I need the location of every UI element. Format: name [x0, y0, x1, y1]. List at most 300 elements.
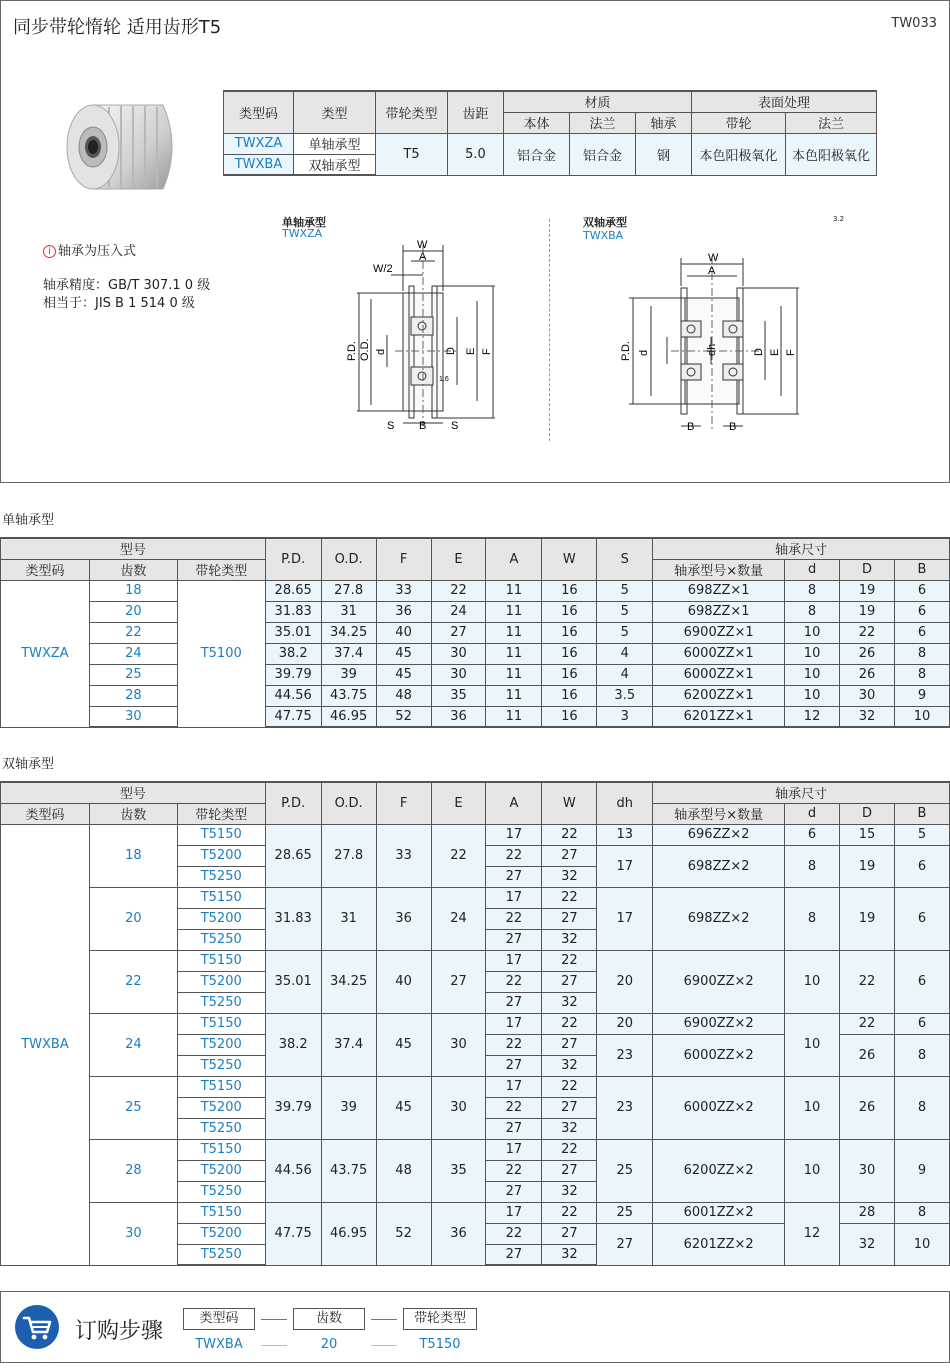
dim-d-small: d — [375, 348, 387, 355]
e-cell: 36 — [431, 1202, 486, 1265]
d-cell: 10 — [785, 643, 840, 664]
header-bearing-model: 轴承型号×数量 — [653, 803, 785, 824]
table-row — [1, 824, 950, 845]
w-cell: 32 — [542, 992, 597, 1013]
bearing-d-cell: 10 — [785, 950, 840, 1013]
header-a: A — [486, 538, 542, 580]
teeth-cell: 18 — [89, 580, 177, 601]
dh-cell: 17 — [597, 845, 653, 887]
body-material: 铝合金 — [504, 133, 570, 175]
single-section-title: 单轴承型 — [2, 513, 55, 528]
accuracy-text: 轴承精度：GB/T 307.1 0 级 — [43, 278, 211, 293]
f-cell: 52 — [376, 706, 431, 727]
order-title: 订购步骤 — [75, 1319, 164, 1344]
d-cell: 10 — [785, 664, 840, 685]
pd-cell: 47.75 — [265, 706, 321, 727]
w-cell: 27 — [542, 971, 597, 992]
e-cell: 35 — [431, 685, 486, 706]
wheel-type-cell: T5250 — [177, 1244, 265, 1265]
dim-pd-double: P.D. — [620, 341, 632, 361]
s-cell: 3 — [597, 706, 653, 727]
teeth-cell: 24 — [89, 643, 177, 664]
od-cell: 46.95 — [321, 1202, 376, 1265]
step-code-value: TWXBA — [195, 1337, 243, 1352]
press-fit-note — [43, 243, 136, 261]
wheel-type-cell: T5250 — [177, 1055, 265, 1076]
e-cell: 27 — [431, 622, 486, 643]
step-code-box: 类型码 — [183, 1308, 255, 1330]
a-cell: 17 — [486, 1076, 542, 1097]
dim-w-double: W — [708, 252, 719, 264]
bearing-material: 钢 — [636, 133, 692, 175]
header-s: S — [597, 538, 653, 580]
teeth-cell: 28 — [89, 685, 177, 706]
w-cell: 27 — [542, 845, 597, 866]
w-cell: 16 — [542, 643, 597, 664]
w-cell: 27 — [542, 908, 597, 929]
bearing-spec — [43, 277, 210, 313]
bearing-d-cell: 6 — [785, 824, 840, 845]
pd-cell: 35.01 — [265, 622, 321, 643]
od-cell: 37.4 — [321, 1013, 376, 1076]
wheel-type-cell: T5200 — [177, 908, 265, 929]
header-bearing-size: 轴承尺寸 — [653, 782, 950, 803]
od-cell: 46.95 — [321, 706, 376, 727]
pd-cell: 31.83 — [265, 887, 321, 950]
type-code-cell: TWXBA — [1, 824, 90, 1265]
bearing-D-cell: 22 — [840, 1013, 895, 1034]
bearing-B-cell: 6 — [894, 887, 949, 950]
w-cell: 22 — [542, 1139, 597, 1160]
dim-a-double: A — [708, 265, 716, 277]
a-cell: 17 — [486, 950, 542, 971]
surface-flange: 本色阳极氧化 — [786, 133, 877, 175]
bearing-model-cell: 698ZZ×2 — [653, 845, 785, 887]
pulley-image — [63, 99, 185, 195]
header-surface: 表面处理 — [692, 91, 877, 112]
pd-cell: 47.75 — [265, 1202, 321, 1265]
w-cell: 22 — [542, 1076, 597, 1097]
header-w: W — [542, 782, 597, 824]
product-panel — [0, 0, 950, 483]
e-cell: 27 — [431, 950, 486, 1013]
header-dh: dh — [597, 782, 653, 824]
bearing-d-cell: 10 — [785, 1139, 840, 1202]
dim-w2: W/2 — [373, 263, 393, 275]
dim-e: E — [465, 347, 477, 355]
wheel-type-cell: T5200 — [177, 1160, 265, 1181]
teeth-cell: 20 — [89, 601, 177, 622]
D-cell: 26 — [840, 643, 895, 664]
bearing-model-cell: 6200ZZ×2 — [653, 1139, 785, 1202]
surface-wheel: 本色阳极氧化 — [692, 133, 786, 175]
table-row — [1, 685, 950, 706]
e-cell: 24 — [431, 601, 486, 622]
bearing-D-cell: 22 — [840, 950, 895, 1013]
bearing-model-cell: 6201ZZ×2 — [653, 1223, 785, 1265]
table-row — [1, 950, 950, 971]
w-cell: 32 — [542, 929, 597, 950]
step-teeth-box: 齿数 — [293, 1308, 365, 1330]
bearing-d-cell: 8 — [785, 845, 840, 887]
wheel-type-cell: T5250 — [177, 992, 265, 1013]
dim-d-big: D — [445, 347, 457, 355]
header-type: 类型 — [294, 91, 376, 133]
s-cell: 4 — [597, 664, 653, 685]
pitch-value: 5.0 — [448, 133, 504, 175]
dim-b-left: B — [687, 421, 695, 433]
a-cell: 11 — [486, 664, 542, 685]
step-value-connector — [371, 1345, 397, 1346]
w-cell: 16 — [542, 580, 597, 601]
e-cell: 35 — [431, 1139, 486, 1202]
d-cell: 8 — [785, 601, 840, 622]
a-cell: 11 — [486, 622, 542, 643]
w-cell: 16 — [542, 706, 597, 727]
header-od: O.D. — [321, 538, 376, 580]
bearing-D-cell: 26 — [840, 1076, 895, 1139]
od-cell: 39 — [321, 1076, 376, 1139]
dim-b: B — [419, 420, 427, 432]
type-single: 单轴承型 — [294, 133, 376, 154]
s-cell: 5 — [597, 622, 653, 643]
a-cell: 11 — [486, 643, 542, 664]
w-cell: 16 — [542, 601, 597, 622]
a-cell: 27 — [486, 1118, 542, 1139]
wheel-type-cell: T5250 — [177, 929, 265, 950]
a-cell: 27 — [486, 929, 542, 950]
w-cell: 27 — [542, 1223, 597, 1244]
pd-cell: 35.01 — [265, 950, 321, 1013]
f-cell: 33 — [376, 824, 431, 887]
header-teeth: 齿数 — [89, 559, 177, 580]
teeth-cell: 30 — [89, 1202, 177, 1265]
B-cell: 8 — [894, 664, 949, 685]
header-model: 型号 — [1, 782, 266, 803]
f-cell: 45 — [376, 643, 431, 664]
bearing-model-cell: 6001ZZ×2 — [653, 1202, 785, 1223]
table-row — [1, 622, 950, 643]
bm-cell: 698ZZ×1 — [653, 601, 785, 622]
a-cell: 11 — [486, 685, 542, 706]
header-bearing-d: d — [785, 559, 840, 580]
dim-f-double: F — [785, 349, 797, 356]
header-code: 类型码 — [224, 91, 294, 133]
od-cell: 27.8 — [321, 580, 376, 601]
dh-cell: 13 — [597, 824, 653, 845]
header-w: W — [542, 538, 597, 580]
B-cell: 6 — [894, 622, 949, 643]
bearing-d-cell: 8 — [785, 887, 840, 950]
double-spec-table — [0, 781, 950, 1266]
e-cell: 30 — [431, 1076, 486, 1139]
D-cell: 30 — [840, 685, 895, 706]
bm-cell: 6201ZZ×1 — [653, 706, 785, 727]
header-bearing-d: d — [785, 803, 840, 824]
od-cell: 31 — [321, 601, 376, 622]
w-cell: 22 — [542, 950, 597, 971]
table-row — [1, 706, 950, 727]
a-cell: 22 — [486, 1223, 542, 1244]
header-model: 型号 — [1, 538, 266, 559]
pd-cell: 28.65 — [265, 824, 321, 887]
table-row — [1, 664, 950, 685]
a-cell: 27 — [486, 1055, 542, 1076]
header-bearing-D: D — [840, 803, 895, 824]
header-wheel: 带轮类型 — [376, 91, 448, 133]
B-cell: 6 — [894, 601, 949, 622]
bearing-D-cell: 19 — [840, 845, 895, 887]
pd-cell: 38.2 — [265, 1013, 321, 1076]
dim-e-double: E — [769, 348, 781, 356]
pd-cell: 38.2 — [265, 643, 321, 664]
od-cell: 27.8 — [321, 824, 376, 887]
double-section-title: 双轴承型 — [2, 757, 55, 772]
drawing-divider — [549, 219, 550, 441]
e-cell: 22 — [431, 824, 486, 887]
f-cell: 48 — [376, 1139, 431, 1202]
f-cell: 36 — [376, 887, 431, 950]
dh-cell: 23 — [597, 1076, 653, 1139]
dim-od: O.D. — [359, 338, 371, 361]
w-cell: 32 — [542, 1244, 597, 1265]
dim-dh: dh — [706, 343, 718, 356]
w-cell: 22 — [542, 1013, 597, 1034]
w-cell: 22 — [542, 887, 597, 908]
type-double: 双轴承型 — [294, 154, 376, 175]
wheel-type-cell: T5150 — [177, 887, 265, 908]
bearing-D-cell: 19 — [840, 887, 895, 950]
bearing-model-cell: 6000ZZ×2 — [653, 1076, 785, 1139]
header-e: E — [431, 782, 486, 824]
bm-cell: 6000ZZ×1 — [653, 643, 785, 664]
header-flange: 法兰 — [570, 112, 636, 133]
dim-d-big-double: D — [753, 348, 765, 356]
a-cell: 22 — [486, 1034, 542, 1055]
teeth-cell: 22 — [89, 950, 177, 1013]
step-teeth-value: 20 — [320, 1337, 338, 1352]
header-material: 材质 — [504, 91, 692, 112]
wheel-type-cell: T5250 — [177, 1181, 265, 1202]
od-cell: 43.75 — [321, 1139, 376, 1202]
step-value-connector — [261, 1345, 287, 1346]
bm-cell: 6000ZZ×1 — [653, 664, 785, 685]
bearing-model-cell: 6900ZZ×2 — [653, 950, 785, 1013]
type-code-cell: TWXZA — [1, 580, 90, 727]
order-steps-panel — [0, 1291, 950, 1363]
code-twxba: TWXBA — [224, 154, 294, 175]
header-bearing-D: D — [840, 559, 895, 580]
dim-s-right: S — [451, 420, 459, 432]
wheel-type-cell: T5150 — [177, 1139, 265, 1160]
code-twxza: TWXZA — [224, 133, 294, 154]
header-teeth: 齿数 — [89, 803, 177, 824]
wheel-type-cell: T5200 — [177, 971, 265, 992]
header-f: F — [376, 782, 431, 824]
a-cell: 27 — [486, 1244, 542, 1265]
dim-f: F — [481, 348, 493, 355]
od-cell: 31 — [321, 887, 376, 950]
header-od: O.D. — [321, 782, 376, 824]
drawing-single-title: 单轴承型 — [282, 216, 326, 229]
od-cell: 43.75 — [321, 685, 376, 706]
bearing-D-cell: 15 — [840, 824, 895, 845]
w-cell: 32 — [542, 866, 597, 887]
s-cell: 5 — [597, 580, 653, 601]
f-cell: 36 — [376, 601, 431, 622]
table-row — [1, 887, 950, 908]
a-cell: 17 — [486, 1013, 542, 1034]
bearing-d-cell: 10 — [785, 1076, 840, 1139]
s-cell: 4 — [597, 643, 653, 664]
a-cell: 11 — [486, 580, 542, 601]
header-body: 本体 — [504, 112, 570, 133]
f-cell: 40 — [376, 622, 431, 643]
wheel-type-cell: T5100 — [177, 580, 265, 727]
teeth-cell: 25 — [89, 664, 177, 685]
header-pd: P.D. — [265, 782, 321, 824]
bearing-B-cell: 8 — [894, 1076, 949, 1139]
w-cell: 22 — [542, 824, 597, 845]
header-pitch: 齿距 — [448, 91, 504, 133]
wheel-type-cell: T5150 — [177, 1202, 265, 1223]
B-cell: 9 — [894, 685, 949, 706]
pd-cell: 28.65 — [265, 580, 321, 601]
flange-material: 铝合金 — [570, 133, 636, 175]
e-cell: 30 — [431, 664, 486, 685]
w-cell: 32 — [542, 1118, 597, 1139]
dim-b-right: B — [729, 421, 737, 433]
w-cell: 27 — [542, 1160, 597, 1181]
s-cell: 5 — [597, 601, 653, 622]
table-row — [1, 1202, 950, 1223]
dh-cell: 20 — [597, 950, 653, 1013]
a-cell: 27 — [486, 992, 542, 1013]
a-cell: 17 — [486, 1139, 542, 1160]
bearing-model-cell: 696ZZ×2 — [653, 824, 785, 845]
single-spec-table — [0, 537, 950, 728]
double-bearing-drawing — [611, 246, 811, 436]
single-bearing-drawing — [331, 231, 511, 436]
header-wheel-type: 带轮类型 — [177, 559, 265, 580]
teeth-cell: 22 — [89, 622, 177, 643]
D-cell: 22 — [840, 622, 895, 643]
e-cell: 24 — [431, 887, 486, 950]
bearing-d-cell: 10 — [785, 1013, 840, 1076]
header-wheel-type: 带轮类型 — [177, 803, 265, 824]
page-title: 同步带轮惰轮 适用齿形T5 — [13, 17, 222, 38]
dim-a: A — [419, 251, 427, 263]
header-surface-flange: 法兰 — [786, 112, 877, 133]
d-cell: 8 — [785, 580, 840, 601]
bearing-D-cell: 30 — [840, 1139, 895, 1202]
w-cell: 27 — [542, 1097, 597, 1118]
wheel-type-cell: T5150 — [177, 950, 265, 971]
teeth-cell: 28 — [89, 1139, 177, 1202]
f-cell: 52 — [376, 1202, 431, 1265]
bearing-model-cell: 698ZZ×2 — [653, 887, 785, 950]
dim-w: W — [417, 239, 428, 251]
bearing-B-cell: 10 — [894, 1223, 949, 1265]
type-overview-table — [223, 90, 877, 176]
teeth-cell: 24 — [89, 1013, 177, 1076]
wheel-type-cell: T5250 — [177, 1118, 265, 1139]
wheel-type-cell: T5150 — [177, 824, 265, 845]
step-connector — [261, 1319, 287, 1320]
f-cell: 40 — [376, 950, 431, 1013]
w-cell: 16 — [542, 685, 597, 706]
drawing-double-code: TWXBA — [583, 229, 624, 242]
header-bearing-size: 轴承尺寸 — [653, 538, 950, 559]
table-row — [1, 1139, 950, 1160]
a-cell: 22 — [486, 845, 542, 866]
a-cell: 22 — [486, 971, 542, 992]
f-cell: 45 — [376, 664, 431, 685]
table-row — [1, 643, 950, 664]
table-row — [1, 1013, 950, 1034]
dh-cell: 20 — [597, 1013, 653, 1034]
s-cell: 3.5 — [597, 685, 653, 706]
bearing-B-cell: 6 — [894, 1013, 949, 1034]
bm-cell: 6900ZZ×1 — [653, 622, 785, 643]
header-code: 类型码 — [1, 803, 90, 824]
wheel-type-cell: T5200 — [177, 1223, 265, 1244]
a-cell: 27 — [486, 1181, 542, 1202]
teeth-cell: 18 — [89, 824, 177, 887]
dim-s-left: S — [387, 420, 395, 432]
pd-cell: 31.83 — [265, 601, 321, 622]
wheel-type-cell: T5200 — [177, 1097, 265, 1118]
a-cell: 22 — [486, 1160, 542, 1181]
wheel-type-cell: T5150 — [177, 1013, 265, 1034]
step-connector — [371, 1319, 397, 1320]
product-code: TW033 — [891, 16, 937, 31]
bearing-B-cell: 5 — [894, 824, 949, 845]
e-cell: 36 — [431, 706, 486, 727]
a-cell: 17 — [486, 824, 542, 845]
pd-cell: 39.79 — [265, 1076, 321, 1139]
step-wheel-value: T5150 — [419, 1337, 461, 1352]
bearing-D-cell: 26 — [840, 1034, 895, 1076]
press-fit-text: 轴承为压入式 — [58, 244, 137, 259]
table-row — [1, 580, 950, 601]
cart-icon — [15, 1305, 59, 1349]
w-cell: 27 — [542, 1034, 597, 1055]
a-cell: 17 — [486, 1202, 542, 1223]
wheel-type-cell: T5200 — [177, 845, 265, 866]
dim-d-small-double: d — [638, 349, 650, 356]
w-cell: 32 — [542, 1055, 597, 1076]
header-bearing-B: B — [894, 559, 949, 580]
pd-cell: 44.56 — [265, 1139, 321, 1202]
dh-cell: 23 — [597, 1034, 653, 1076]
pd-cell: 39.79 — [265, 664, 321, 685]
header-pd: P.D. — [265, 538, 321, 580]
dim-pd: P.D. — [346, 341, 358, 361]
equiv-text: 相当于：JIS B 1 514 0 级 — [43, 296, 195, 311]
bearing-d-cell: 12 — [785, 1202, 840, 1265]
info-icon: i — [43, 245, 56, 258]
bearing-B-cell: 6 — [894, 845, 949, 887]
header-e: E — [431, 538, 486, 580]
table-row — [1, 601, 950, 622]
f-cell: 48 — [376, 685, 431, 706]
f-cell: 33 — [376, 580, 431, 601]
bm-cell: 6200ZZ×1 — [653, 685, 785, 706]
drawing-double-title: 双轴承型 — [583, 216, 627, 229]
a-cell: 27 — [486, 866, 542, 887]
dh-cell: 27 — [597, 1223, 653, 1265]
